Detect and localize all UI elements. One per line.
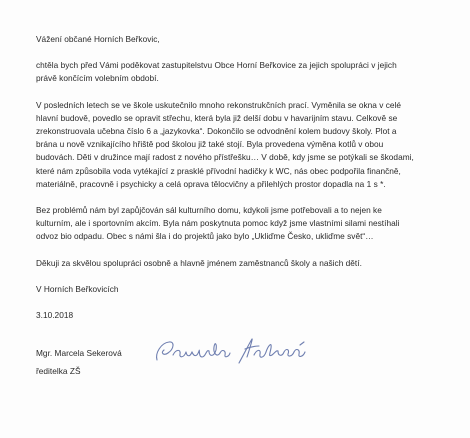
text-line: Děkuji za skvělou spolupráci osobně a hlavně jménem zaměstnanců školy a našich dětí.	[36, 257, 362, 268]
letter-body	[36, 33, 456, 378]
paragraph-thanks	[36, 59, 456, 85]
text-line: materiálně, pracovně i psychicky a celá oprava tělocvičny a přilehlých prostor dopadla na 1 s *.	[36, 178, 386, 189]
text-line: chtěla bych před Vámi poděkovat zastupitelstvu Obce Horní Beřkovice za jejich spolupráci v jejich	[36, 60, 397, 71]
text-line: zrekonstruovala učebna číslo 6 a „jazykovka“. Dokončilo se odvodnění kolem budovy školy. Plot a	[36, 126, 397, 137]
paragraph-cooperation	[36, 204, 456, 244]
handwritten-signature	[151, 333, 316, 369]
signer-role: ředitelka ZŠ	[36, 366, 81, 377]
text-line: odvoz bio odpadu. Obec s námi šla i do projektů jako bylo „Ukliďme Česko, ukliďme svět“…	[36, 231, 374, 242]
closing-place: V Horních Beřkovicích	[36, 283, 119, 294]
greeting: Vážení občané Horních Beřkovic,	[36, 34, 160, 44]
text-line: budovách. Děti v družince mají radost z nového přístřešku… V době, kdy jsme se potýkali se škodami,	[36, 152, 414, 163]
signature-row	[36, 343, 456, 365]
text-line: V posledních letech se ve škole uskutečnilo mnoho rekonstrukčních prací. Vyměnila se okna v celé	[36, 99, 402, 110]
text-line: Bez problémů nám byl zapůjčován sál kulturního domu, kdykoli jsme potřebovali a to nejen ke	[36, 205, 382, 216]
text-line: brána u nově vznikajícího hřiště pod školou již také stojí. Byla provedena výměna kotlů v obou	[36, 139, 384, 150]
signer-name: Mgr. Marcela Sekerová	[36, 348, 122, 359]
text-line: které nám způsobila voda vytékající z prasklé přívodní hadičky k WC, nás obec podpořila finančně,	[36, 165, 401, 176]
text-line: kulturním, ale i sportovním akcím. Byla nám poskytnuta pomoc když jsme vlastními silami nestíhali	[36, 218, 400, 229]
paragraph-gratitude	[36, 257, 456, 270]
text-line: hlavní budově, povedlo se opravit střechu, která byla již delší dobu v havarijním stavu. Celkově se	[36, 112, 398, 123]
text-line: právě končícím volebním období.	[36, 73, 159, 84]
paragraph-reconstruction	[36, 99, 456, 191]
letter-date: 3.10.2018	[36, 310, 74, 321]
